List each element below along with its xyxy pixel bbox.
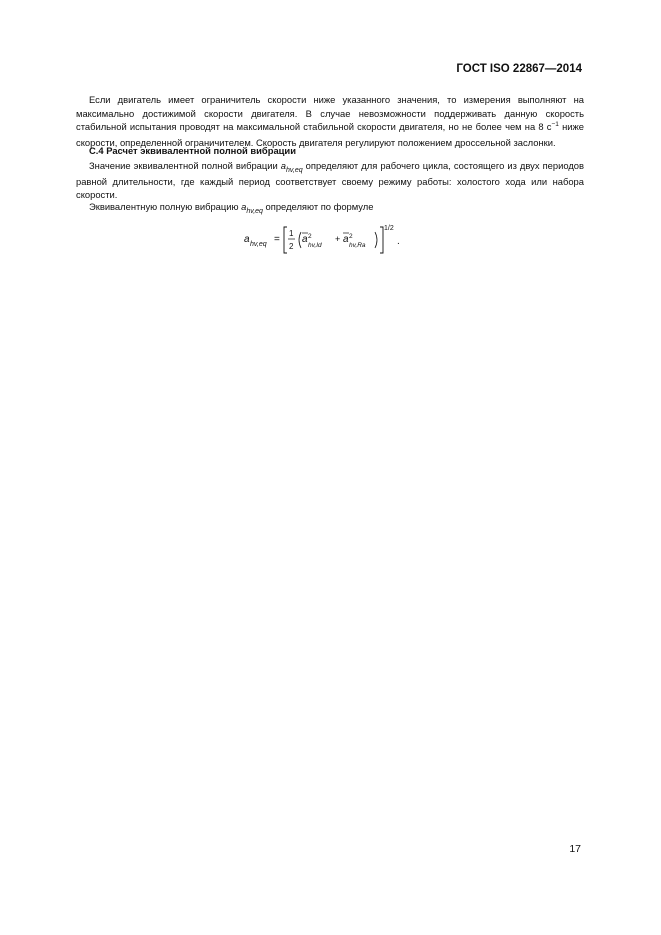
paragraph-speed-limiter [76, 93, 584, 149]
paragraph-text: Значение эквивалентной полной вибрации [89, 160, 281, 171]
symbol-subscript: hv,eq [246, 208, 263, 215]
symbol-subscript: hv,eq [286, 167, 303, 174]
formula-lhs: a [244, 234, 250, 245]
term2-sub: hv,Ra [349, 242, 366, 249]
paragraph-formula-intro [76, 200, 584, 216]
standard-header: ГОСТ ISO 22867—2014 [456, 63, 582, 75]
formula-equals: = [274, 234, 280, 245]
formula-lhs-sub: hv,eq [250, 241, 267, 248]
paragraph-text: Эквивалентную полную вибрацию [89, 201, 242, 212]
formula-exponent: 1/2 [384, 225, 394, 232]
paragraph-equivalent-vibration [76, 159, 584, 202]
paragraph-text-end: определяют по формуле [262, 201, 374, 212]
left-bracket [284, 227, 287, 253]
paragraph-text-end: ниже скорости, определенной ограничителем. Скорость двигателя регулируют положением дроссельной заслонки. [76, 121, 584, 148]
symbol: a [280, 160, 287, 171]
right-bracket [380, 227, 383, 253]
page-number: 17 [569, 843, 581, 855]
symbol: a [241, 201, 247, 212]
superscript: −1 [551, 121, 559, 129]
term1-sup: 2 [308, 233, 312, 240]
left-paren [299, 232, 301, 248]
paragraph-text: Если двигатель имеет ограничитель скорости ниже указанного значения, то измерения выполняют на максимально достижимой скорости двигателя. В случае невозможности поддерживать данную скорость стабильной испытания проводят на максимальной стабильной скорости двигателя, но не более чем на 8 с [76, 94, 584, 133]
formula [244, 222, 424, 258]
section-heading: С.4 Расчет эквивалентной полной вибрации [89, 145, 296, 156]
formula-end-punct: . [397, 236, 400, 247]
term2-symbol: a [343, 234, 349, 245]
fraction-denominator: 2 [289, 242, 294, 251]
term1-symbol: a [302, 234, 308, 245]
paragraph-text-end: определяют для рабочего цикла, состоящего из двух периодов равной длительности, где каждый период соответствует своему режиму работы: холостого хода или набора скорости. [76, 160, 585, 201]
fraction-numerator: 1 [289, 229, 294, 238]
term1-sub: hv,Id [308, 242, 322, 249]
term2-sup: 2 [349, 233, 353, 240]
right-paren [375, 232, 377, 248]
formula-plus: + [335, 234, 341, 244]
